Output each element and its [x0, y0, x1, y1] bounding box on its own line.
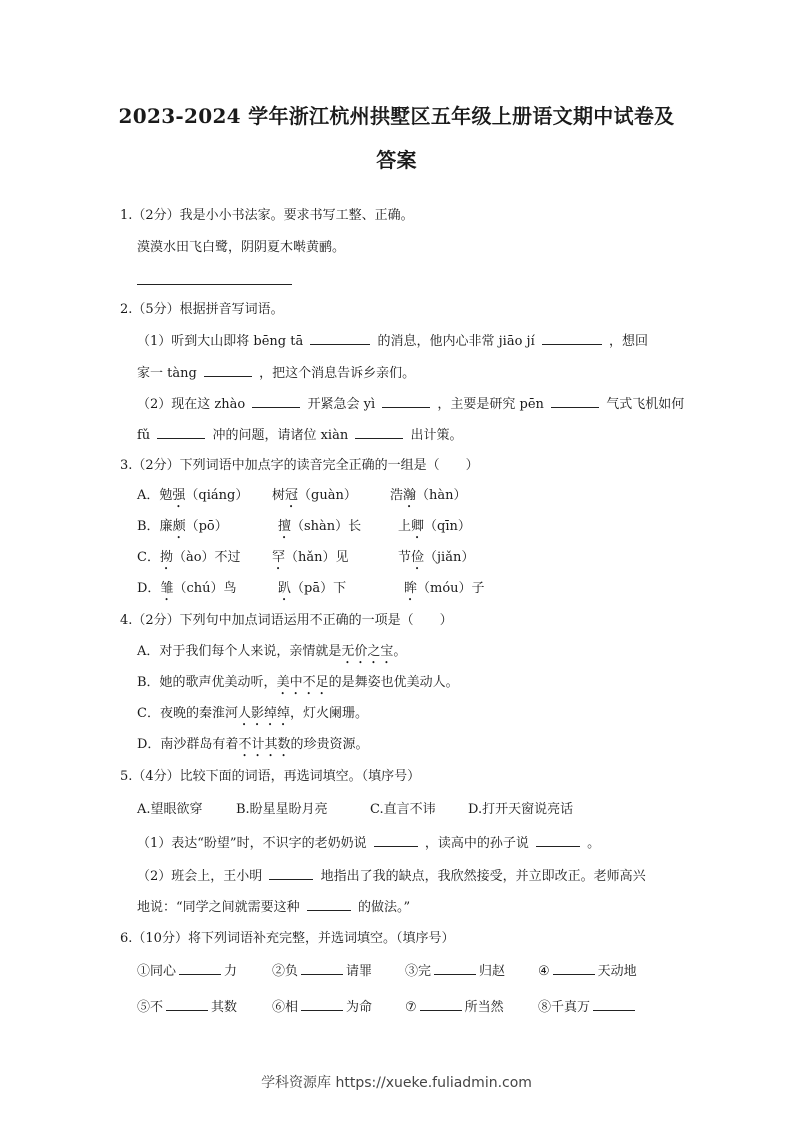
q2-blank-fu[interactable] [157, 426, 205, 439]
q3-option-a[interactable] [137, 487, 248, 511]
q2-blank-pen[interactable] [551, 395, 599, 408]
q5-text: 的做法。” [357, 900, 411, 915]
q3-text: （shàn）长 [291, 519, 362, 534]
q3-option-a-word-2 [272, 487, 357, 511]
q6-idiom-3 [405, 962, 505, 981]
q4-text: C．夜晚的秦淮河 [137, 706, 238, 721]
q6-blank-8[interactable] [593, 998, 635, 1011]
q6-idiom-2 [272, 962, 372, 981]
q6-idiom-4 [538, 962, 637, 981]
q4-text: 。 [393, 644, 407, 659]
q3-text: （hàn） [416, 488, 467, 503]
q4-text: D．南沙群岛有着 [137, 737, 239, 752]
q3-text: （hǎn）见 [285, 550, 349, 565]
page-title-line-2: 答案 [376, 148, 417, 172]
dotted-char: 强 [172, 488, 186, 503]
q6-text: ⑥相 [272, 1000, 299, 1015]
q6-idiom-7 [405, 998, 504, 1017]
q3-option-c-word-2 [272, 549, 349, 573]
q2-blank-jiaoji[interactable] [542, 332, 602, 345]
q2-text: 气式飞机如何 [606, 397, 685, 412]
q6-blank-5[interactable] [166, 998, 208, 1011]
dotted-char: 俭 [411, 550, 425, 565]
q6-text: ①同心 [137, 964, 177, 979]
q6-idiom-6 [272, 998, 372, 1017]
q2-line-4 [137, 426, 463, 445]
q6-text: ⑧千真万 [538, 1000, 591, 1015]
dotted-char: 冠 [285, 488, 299, 503]
q2-blank-bengta[interactable] [310, 332, 370, 345]
q3-text: A．勉 [137, 488, 173, 503]
q3-text: （qiáng） [185, 488, 249, 503]
q5-blank-4[interactable] [307, 898, 351, 911]
q6-blank-4[interactable] [553, 962, 595, 975]
dotted-phrase: 不计其数 [238, 737, 291, 752]
q2-text: 冲的问题，请诸位 xiàn [212, 428, 349, 443]
q3-option-b-word-2 [278, 518, 361, 542]
q6-text: ⑤不 [137, 1000, 164, 1015]
dotted-char: 罕 [272, 550, 286, 565]
dotted-char: 趴 [278, 581, 292, 596]
q2-line-1 [137, 332, 648, 351]
dotted-char: 卿 [411, 519, 425, 534]
dotted-char: 眸 [404, 581, 418, 596]
q4-text: A．对于我们每个人来说，亲情就是 [137, 644, 342, 659]
dotted-phrase: 美中不足 [276, 675, 329, 690]
q5-blank-2[interactable] [536, 834, 580, 847]
q3-text: 浩 [390, 488, 404, 503]
q5-line-1 [137, 834, 600, 853]
q4-option-c[interactable] [137, 705, 368, 729]
q2-blank-xian[interactable] [355, 426, 403, 439]
q3-text: 上 [398, 519, 412, 534]
q6-idiom-5 [137, 998, 237, 1017]
q6-text: 所当然 [464, 1000, 504, 1015]
dotted-phrase: 人影绰绰 [237, 706, 290, 721]
q4-text: ，灯火阑珊。 [289, 706, 368, 721]
q3-option-b[interactable] [137, 518, 228, 542]
q3-option-d-word-2 [278, 580, 346, 604]
dotted-char: 颇 [172, 519, 186, 534]
footer-watermark: 学科资源库 https://xueke.fuliadmin.com [261, 1075, 532, 1091]
q1-poem: 漠漠水田飞白鹭，阴阴夏木啭黄鹂。 [137, 240, 346, 255]
q3-text: 节 [398, 550, 412, 565]
q3-text: （guàn） [298, 488, 357, 503]
q5-line-2 [137, 867, 646, 886]
q5-text: 地指出了我的缺点，我欣然接受，并立即改正。老师高兴 [320, 869, 646, 884]
q6-text: 力 [224, 964, 238, 979]
q2-text: （1）听到大山即将 bēng tā [137, 334, 304, 349]
q6-blank-1[interactable] [179, 962, 221, 975]
q2-text: 的消息，他内心非常 jiāo jí [377, 334, 535, 349]
q3-option-d[interactable] [137, 580, 236, 604]
q3-text: （ào）不过 [172, 550, 241, 565]
q2-text: （2）现在这 zhào [137, 397, 246, 412]
q6-blank-7[interactable] [420, 998, 462, 1011]
q2-blank-zhao[interactable] [252, 395, 300, 408]
q3-text: C． [137, 550, 160, 565]
q6-text: 为命 [346, 1000, 373, 1015]
q6-blank-6[interactable] [301, 998, 343, 1011]
q2-stem: 2.（5分）根据拼音写词语。 [120, 302, 284, 317]
q5-text: （2）班会上，王小明 [137, 869, 263, 884]
dotted-char: 拗 [159, 550, 173, 565]
q5-choice-d: D.打开天窗说亮话 [468, 802, 574, 817]
q2-text: fǔ [137, 428, 151, 443]
q3-option-c-word-3 [398, 549, 474, 573]
q3-text: （pō） [185, 519, 228, 534]
q3-option-d-word-3 [404, 580, 485, 604]
q3-option-c[interactable] [137, 549, 241, 573]
q5-blank-3[interactable] [269, 867, 313, 880]
q3-text: 树 [272, 488, 286, 503]
q6-idiom-8 [538, 998, 638, 1017]
q5-stem: 5.（4分）比较下面的词语，再选词填空。（填序号） [120, 769, 421, 784]
q2-text: 开紧急会 yì [307, 397, 376, 412]
q6-idiom-1 [137, 962, 237, 981]
q4-text: 的是舞姿也优美动人。 [328, 675, 459, 690]
q3-text: （qīn） [424, 519, 471, 534]
q2-blank-yi[interactable] [382, 395, 430, 408]
q5-text: 地说：“同学之间就需要这种 [137, 900, 300, 915]
q5-line-3 [137, 898, 410, 917]
q5-text: ，读高中的孙子说 [424, 836, 529, 851]
q4-option-b[interactable] [137, 674, 459, 698]
q3-option-a-word-3 [390, 487, 467, 511]
q6-text: ④ [538, 964, 550, 979]
q1-answer-line[interactable] [137, 284, 292, 285]
q3-text: （móu）子 [417, 581, 485, 596]
q4-option-a[interactable] [137, 643, 406, 667]
q6-text: ②负 [272, 964, 299, 979]
q5-text: 。 [587, 836, 601, 851]
q2-text: ，主要是研究 pēn [437, 397, 544, 412]
q6-text: 天动地 [597, 964, 637, 979]
q2-text: 家一 tàng [137, 366, 197, 381]
dotted-char: 雏 [160, 581, 174, 596]
q6-text: ⑦ [405, 1000, 417, 1015]
q2-line-2 [137, 364, 415, 383]
q3-text: （chú）鸟 [173, 581, 237, 596]
q3-stem: 3.（2分）下列词语中加点字的读音完全正确的一组是（ ） [120, 458, 479, 473]
q2-blank-tang[interactable] [204, 364, 252, 377]
q6-text: 其数 [211, 1000, 238, 1015]
dotted-phrase: 无价之宝 [341, 644, 394, 659]
q5-text: （1）表达“盼望”时，不识字的老奶奶说 [137, 836, 367, 851]
q2-line-3 [137, 395, 684, 414]
q3-text: B．廉 [137, 519, 173, 534]
q5-choice-b: B.盼星星盼月亮 [236, 802, 328, 817]
q1-stem: 1.（2分）我是小小书法家。要求书写工整、正确。 [120, 208, 414, 223]
q6-blank-2[interactable] [301, 962, 343, 975]
q6-text: 归赵 [479, 964, 506, 979]
q4-option-d[interactable] [137, 736, 368, 760]
q2-text: ，把这个消息告诉乡亲们。 [259, 366, 416, 381]
q6-blank-3[interactable] [434, 962, 476, 975]
q3-text: （jiǎn） [424, 550, 475, 565]
q5-blank-1[interactable] [374, 834, 418, 847]
q6-text: ③完 [405, 964, 432, 979]
dotted-char: 擅 [278, 519, 292, 534]
q6-stem: 6.（10分）将下列词语补充完整，并选词填空。（填序号） [120, 931, 455, 946]
q4-text: 的珍贵资源。 [290, 737, 369, 752]
q5-choice-a: A.望眼欲穿 [137, 802, 203, 817]
q3-text: （pā）下 [291, 581, 347, 596]
q3-option-b-word-3 [398, 518, 471, 542]
page-title-line-1: 2023-2024 学年浙江杭州拱墅区五年级上册语文期中试卷及 [118, 104, 675, 128]
q6-text: 请罪 [346, 964, 373, 979]
dotted-char: 瀚 [403, 488, 417, 503]
q5-choice-c: C.直言不讳 [370, 802, 436, 817]
q4-stem: 4.（2分）下列句中加点词语运用不正确的一项是（ ） [120, 613, 453, 628]
q3-text: D． [137, 581, 161, 596]
q2-text: ，想回 [609, 334, 649, 349]
q4-text: B．她的歌声优美动听， [137, 675, 277, 690]
q2-text: 出计策。 [410, 428, 463, 443]
